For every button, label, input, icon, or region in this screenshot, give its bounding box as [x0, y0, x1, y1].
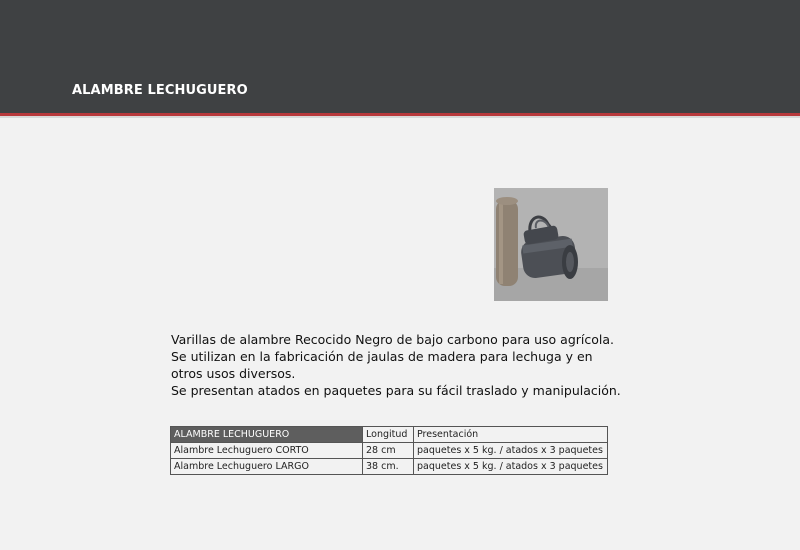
description-line-2: Se utilizan en la fabricación de jaulas de madera para lechuga y en otros usos diversos. [171, 349, 593, 381]
table-cell-presentation: paquetes x 5 kg. / atados x 3 paquetes [414, 459, 608, 475]
table-row [171, 459, 608, 475]
table-cell-product: Alambre Lechuguero CORTO [171, 443, 363, 459]
table-cell-length: 28 cm [363, 443, 414, 459]
table-cell-product: Alambre Lechuguero LARGO [171, 459, 363, 475]
header-divider [0, 116, 800, 118]
header-cell-product: ALAMBRE LECHUGUERO [171, 427, 363, 443]
product-description [171, 331, 621, 399]
table-cell-length: 38 cm. [363, 459, 414, 475]
product-specs-table [170, 426, 608, 475]
table-header-row [171, 427, 608, 443]
description-line-3: Se presentan atados en paquetes para su fácil traslado y manipulación. [171, 383, 621, 398]
page-header [0, 0, 800, 113]
description-line-1: Varillas de alambre Recocido Negro de bajo carbono para uso agrícola. [171, 332, 615, 347]
table-cell-presentation: paquetes x 5 kg. / atados x 3 paquetes [414, 443, 608, 459]
wire-rods-bundle-icon [494, 188, 608, 301]
table-row [171, 443, 608, 459]
header-cell-length: Longitud [363, 427, 414, 443]
page-title: ALAMBRE LECHUGUERO [72, 83, 248, 98]
product-photo [494, 188, 608, 301]
header-cell-presentation: Presentación [414, 427, 608, 443]
